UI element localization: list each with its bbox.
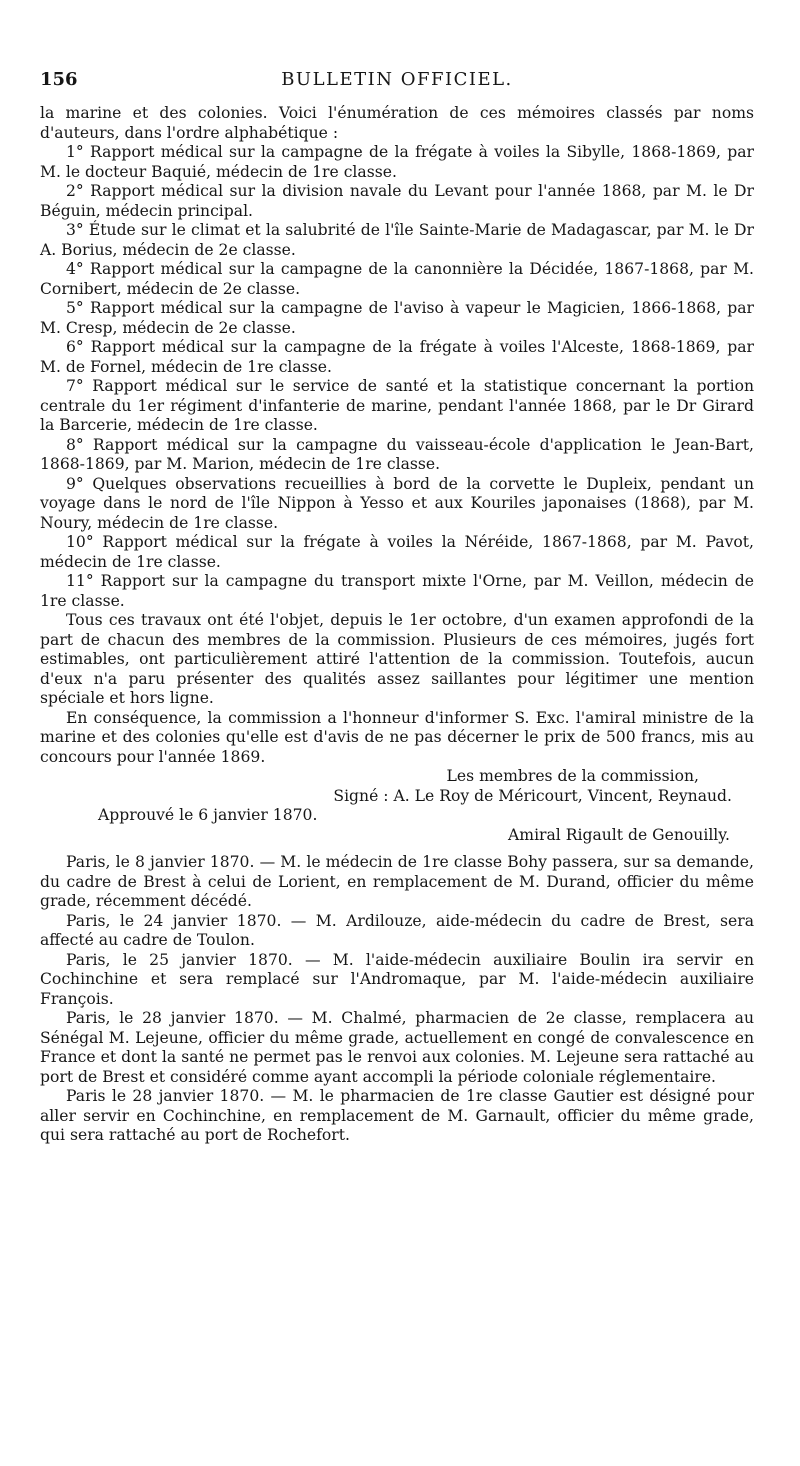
list-item-2: 2° Rapport médical sur la division navale du Levant pour l'année 1868, par M. le Dr Béguin, médecin principal. (40, 182, 754, 220)
list-item-8: 8° Rapport médical sur la campagne du vaisseau-école d'application le Jean-Bart, 1868-1869, par M. Marion, médecin de 1re classe. (40, 435, 754, 473)
list-item-6: 6° Rapport médical sur la campagne de la frégate à voiles l'Alceste, 1868-1869, par M. de Fornel, médecin de 1re classe. (40, 338, 754, 376)
decision-1: Paris, le 8 janvier 1870. — M. le médecin de 1re classe Bohy passera, sur sa demande, du cadre de Brest à celui de Lorient, en remplacement de M. Durand, officier du même grade, récemment décédé. (40, 853, 754, 910)
document-page (40, 70, 754, 1146)
page-header (40, 70, 754, 102)
approval-line: Approuvé le 6 janvier 1870. (98, 806, 318, 824)
list-item-5: 5° Rapport médical sur la campagne de l'aviso à vapeur le Magicien, 1866-1868, par M. Cresp, médecin de 2e classe. (40, 299, 754, 337)
list-item-7: 7° Rapport médical sur le service de santé et la statistique concernant la portion centrale du 1er régiment d'infanterie de marine, pendant l'année 1868, par le Dr Girard la Barcerie, médecin de 1re classe. (40, 377, 754, 434)
decision-4: Paris, le 28 janvier 1870. — M. Chalmé, pharmacien de 2e classe, remplacera au Sénégal M. Lejeune, officier du même grade, actuellement en congé de convalescence en France et dont la santé ne permet pas le renvoi aux colonies. M. Lejeune sera rattaché au port de Brest et considéré comme ayant accompli la période coloniale réglementaire. (40, 1009, 754, 1086)
list-item-10: 10° Rapport médical sur la frégate à voiles la Néréide, 1867-1868, par M. Pavot, médecin de 1re classe. (40, 533, 754, 571)
amiral-signature: Amiral Rigault de Genouilly. (508, 825, 730, 844)
list-item-3: 3° Étude sur le climat et la salubrité de l'île Sainte-Marie de Madagascar, par M. le Dr A. Borius, médecin de 2e classe. (40, 221, 754, 259)
examination-paragraph: Tous ces travaux ont été l'objet, depuis le 1er octobre, d'un examen approfondi de la part de chacun des membres de la commission. Plusieurs de ces mémoires, jugés fort estimables, ont particulièrement attiré l'attention de la commission. Toutefois, aucun d'eux n'a paru présenter des qualités assez saillantes pour légitimer une mention spéciale et hors ligne. (40, 611, 754, 707)
commission-members-line: Les membres de la commission, (446, 767, 699, 785)
intro-paragraph: la marine et des colonies. Voici l'énumération de ces mémoires classés par noms d'auteurs, dans l'ordre alphabétique : (40, 104, 754, 142)
page-number: 156 (40, 69, 78, 90)
running-title: BULLETIN OFFICIEL. (281, 69, 513, 90)
section-gap (40, 845, 754, 853)
signatories-line: Signé : A. Le Roy de Méricourt, Vincent, Reynaud. (333, 786, 732, 805)
list-item-9: 9° Quelques observations recueillies à bord de la corvette le Dupleix, pendant un voyage dans le nord de l'île Nippon à Yesso et aux Kouriles japonaises (1868), par M. Noury, médecin de 1re classe. (40, 474, 754, 532)
list-item-11: 11° Rapport sur la campagne du transport mixte l'Orne, par M. Veillon, médecin de 1re classe. (40, 572, 754, 610)
decision-5: Paris le 28 janvier 1870. — M. le pharmacien de 1re classe Gautier est désigné pour aller servir en Cochinchine, en remplacement de M. Garnault, officier du même grade, qui sera rattaché au port de Rochefort. (40, 1087, 754, 1144)
decision-3: Paris, le 25 janvier 1870. — M. l'aide-médecin auxiliaire Boulin ira servir en Cochinchine et sera remplacé sur l'Andromaque, par M. l'aide-médecin auxiliaire François. (40, 950, 754, 1008)
conclusion-paragraph: En conséquence, la commission a l'honneur d'informer S. Exc. l'amiral ministre de la marine et des colonies qu'elle est d'avis de ne pas décerner le prix de 500 francs, mis au concours pour l'année 1869. (40, 708, 754, 766)
list-item-4: 4° Rapport médical sur la campagne de la canonnière la Décidée, 1867-1868, par M. Cornibert, médecin de 2e classe. (40, 260, 754, 298)
list-item-1: 1° Rapport médical sur la campagne de la frégate à voiles la Sibylle, 1868-1869, par M. le docteur Baquié, médecin de 1re classe. (40, 143, 754, 181)
decision-2: Paris, le 24 janvier 1870. — M. Ardilouze, aide-médecin du cadre de Brest, sera affecté au cadre de Toulon. (40, 911, 754, 949)
